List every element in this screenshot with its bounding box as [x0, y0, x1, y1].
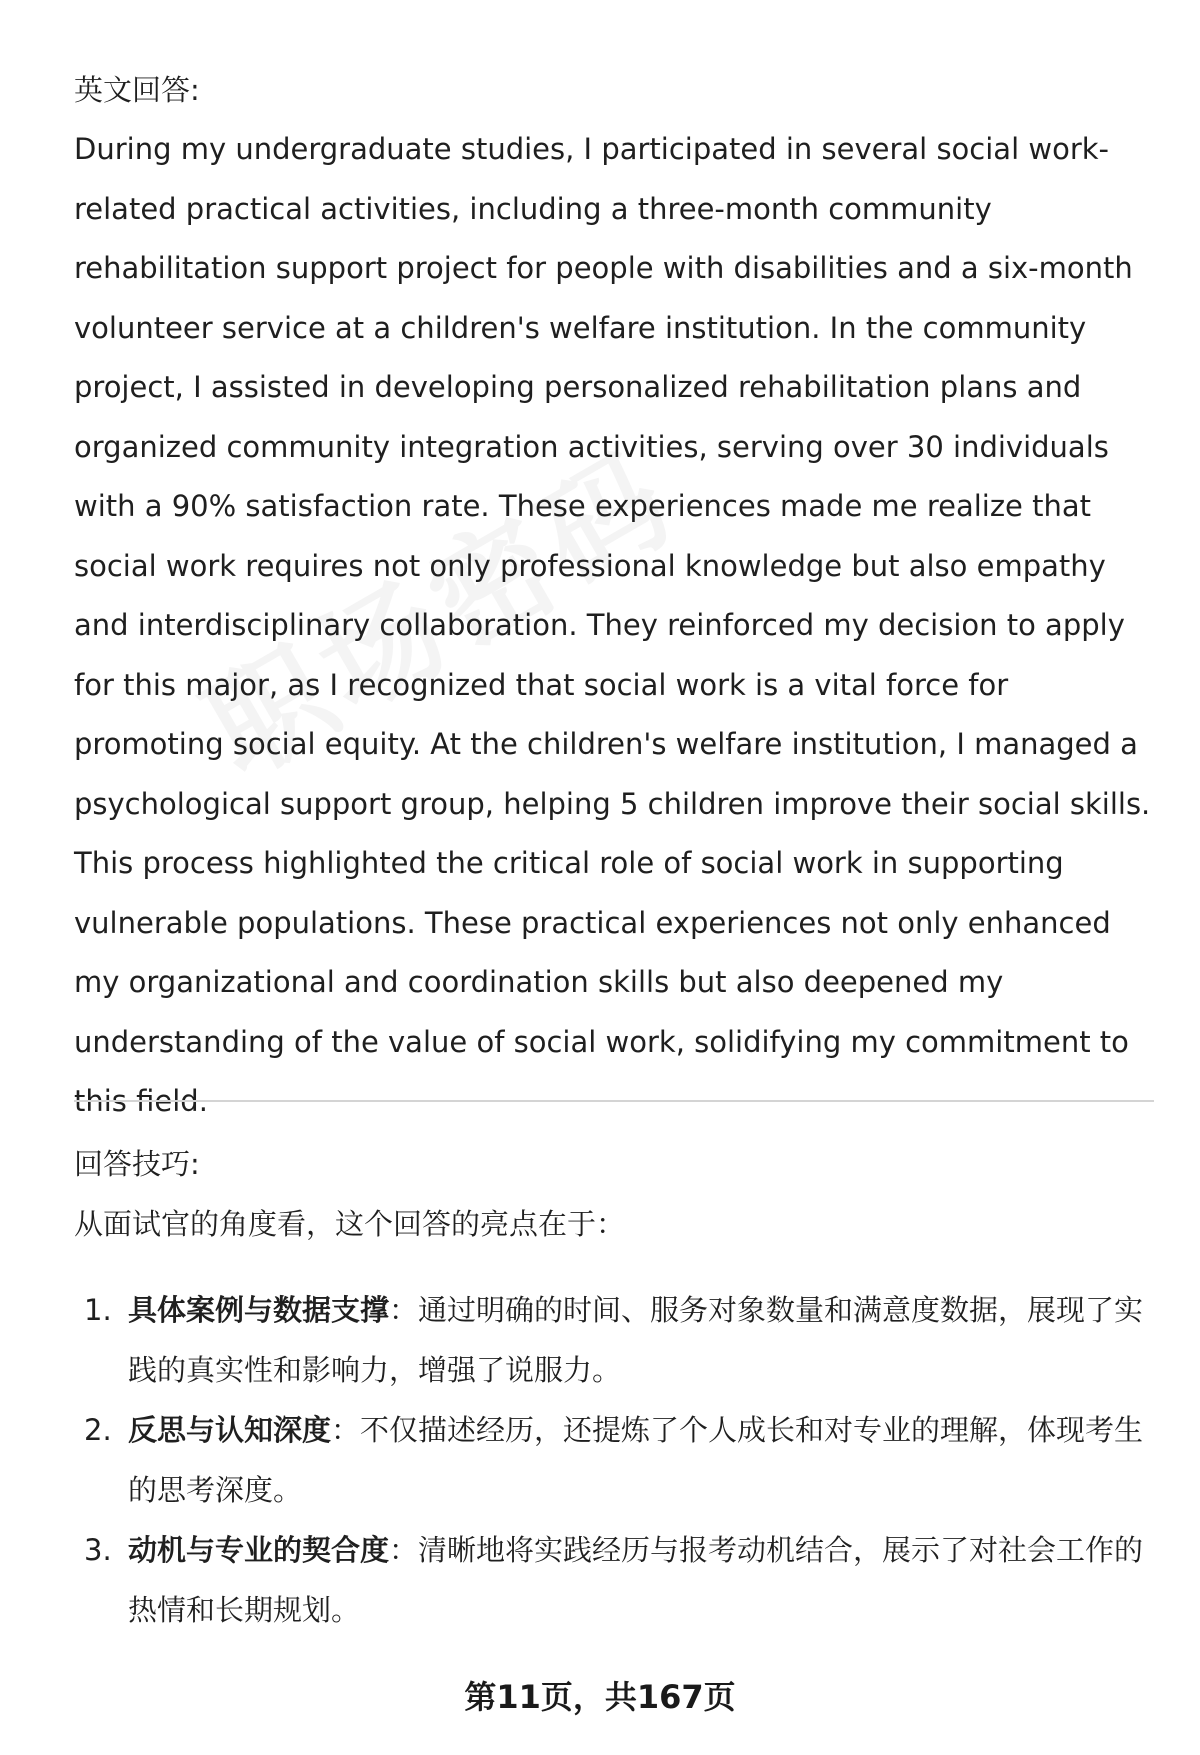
tips-section	[74, 1134, 1154, 1640]
answer-text: During my undergraduate studies, I participated in several social work-related practical activities, including a three-month community rehabilitation support project for people with disabilities and a six-month volunteer service at a children's welfare institution. In the community project, I assisted in developing personalized rehabilitation plans and organized community integration activities, serving over 30 individuals with a 90% satisfaction rate. These experiences made me realize that social work requires not only professional knowledge but also empathy and interdisciplinary collaboration. They reinforced my decision to apply for this major, as I recognized that social work is a vital force for promoting social equity. At the children's welfare institution, I managed a psychological support group, helping 5 children improve their social skills. This process highlighted the critical role of social work in supporting vulnerable populations. These practical experiences not only enhanced my organizational and coordination skills but also deepened my understanding of the value of social work, solidifying my commitment to this field.	[74, 132, 1151, 1118]
answer-label: 英文回答:	[74, 73, 200, 107]
page-number: 第11页，共167页	[464, 1678, 736, 1716]
tips-label: 回答技巧:	[74, 1147, 200, 1181]
item-text: ：清晰地将实践经历与报考动机结合，展示了对社会工作的热情和长期规划。	[128, 1533, 1144, 1627]
list-item	[74, 1520, 1154, 1640]
answer-section	[74, 60, 1154, 1132]
section-divider	[74, 1100, 1154, 1102]
item-title: 动机与专业的契合度	[128, 1533, 390, 1567]
item-text: ：通过明确的时间、服务对象数量和满意度数据，展现了实践的真实性和影响力，增强了说服力。	[128, 1293, 1144, 1387]
list-item	[74, 1280, 1154, 1400]
tips-list	[74, 1280, 1154, 1640]
item-number: 1.	[84, 1293, 112, 1327]
list-item	[74, 1400, 1154, 1520]
item-title: 具体案例与数据支撑	[128, 1293, 390, 1327]
item-number: 2.	[84, 1413, 112, 1447]
item-number: 3.	[84, 1533, 112, 1567]
item-title: 反思与认知深度	[128, 1413, 332, 1447]
item-text: ：不仅描述经历，还提炼了个人成长和对专业的理解，体现考生的思考深度。	[128, 1413, 1144, 1507]
tips-intro: 从面试官的角度看，这个回答的亮点在于：	[74, 1207, 626, 1241]
